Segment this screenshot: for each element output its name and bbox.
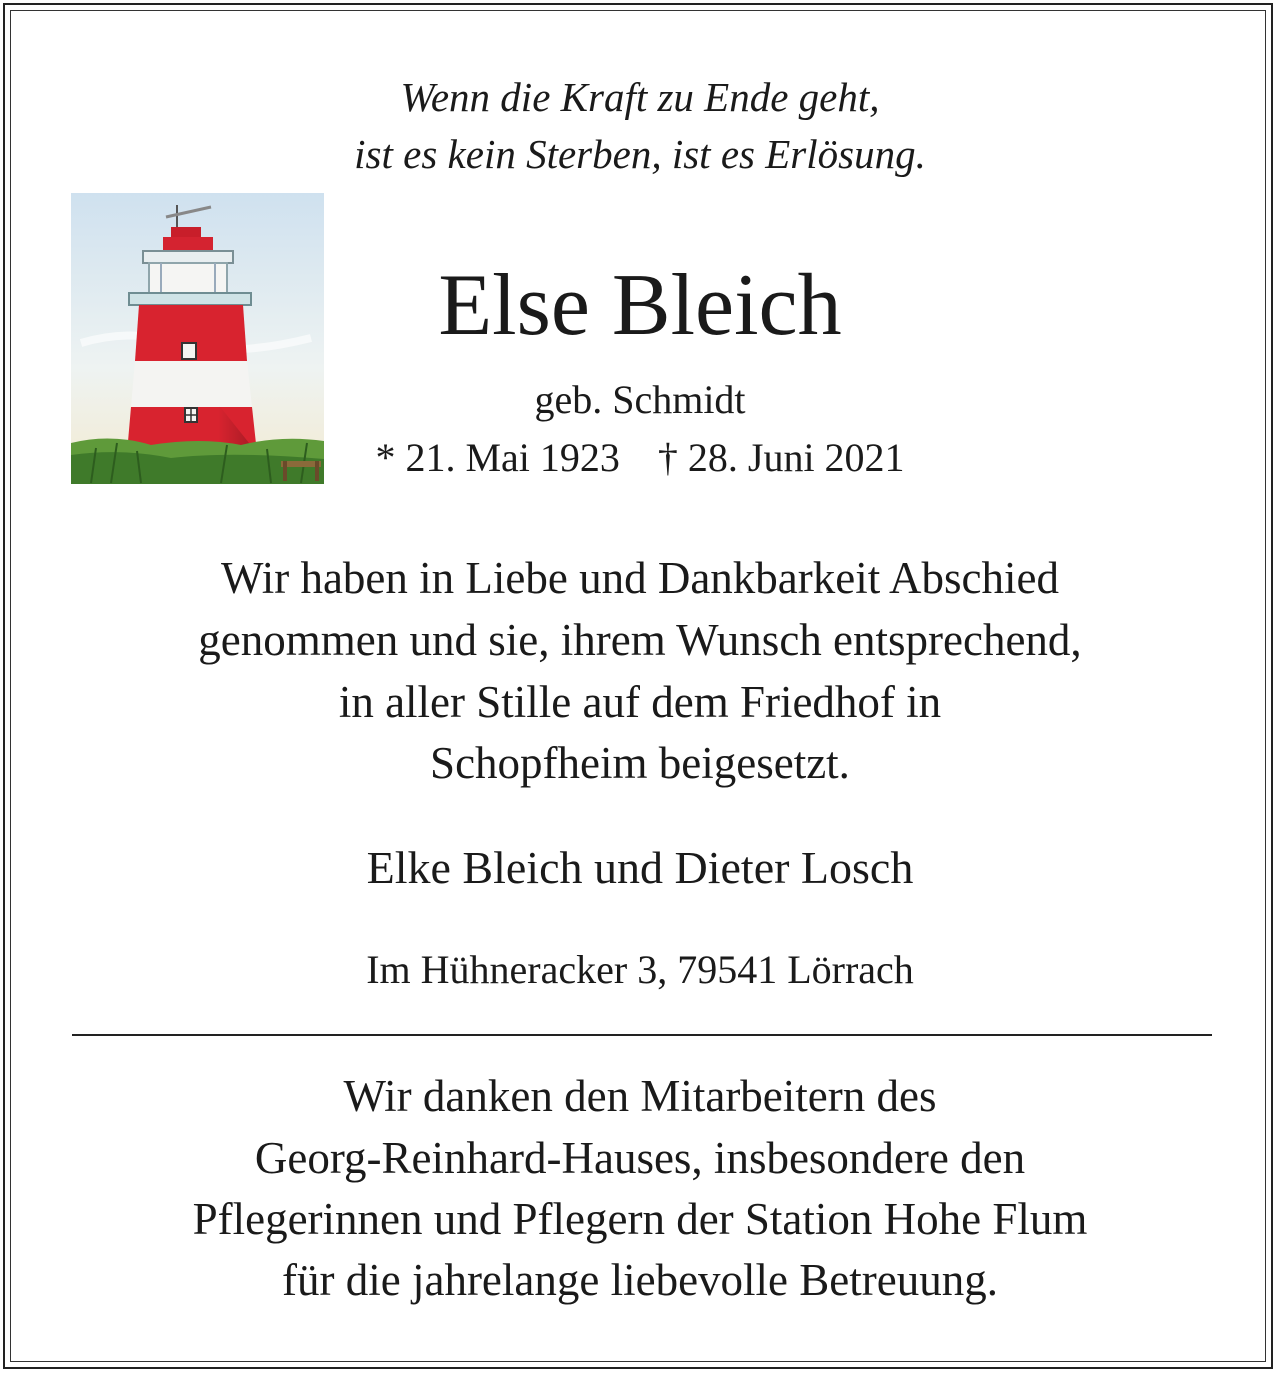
- deceased-name: Else Bleich: [438, 257, 842, 354]
- thanks-line-3: Pflegerinnen und Pflegern der Station Hohe Flum: [192, 1194, 1088, 1244]
- birth-date: * 21. Mai 1923: [375, 435, 620, 480]
- message-line-3: in aller Stille auf dem Friedhof in: [338, 677, 942, 727]
- address: Im Hühneracker 3, 79541 Lörrach: [366, 947, 914, 992]
- thanks-line-1: Wir danken den Mitarbeitern des: [343, 1071, 937, 1121]
- life-dates: [0, 434, 1280, 481]
- death-date: † 28. Juni 2021: [657, 435, 905, 480]
- message-line-2: genommen und sie, ihrem Wunsch entsprechend,: [198, 615, 1082, 665]
- birth-name: geb. Schmidt: [534, 377, 746, 422]
- motto-line-2: ist es kein Sterben, ist es Erlösung.: [354, 131, 926, 177]
- separator-line: [72, 1034, 1212, 1036]
- motto-line-1: Wenn die Kraft zu Ende geht,: [400, 74, 880, 120]
- message-line-1: Wir haben in Liebe und Dankbarkeit Abschied: [221, 553, 1059, 603]
- message-line-4: Schopfheim beigesetzt.: [430, 738, 850, 788]
- thanks-line-2: Georg-Reinhard-Hauses, insbesondere den: [254, 1133, 1026, 1183]
- mourners: Elke Bleich und Dieter Losch: [366, 842, 914, 893]
- thanks-line-4: für die jahrelange liebevolle Betreuung.: [282, 1255, 998, 1305]
